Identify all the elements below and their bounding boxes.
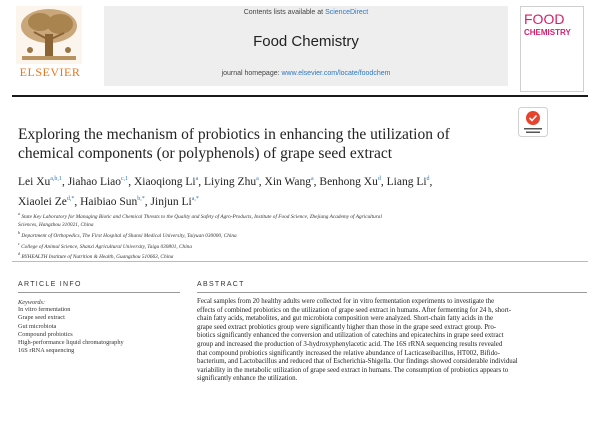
affiliation: $^c$ College of Animal Science, Shanxi Agricultural University, Taigu 030801, China bbox=[18, 240, 192, 250]
sciencedirect-link[interactable]: ScienceDirect bbox=[325, 9, 369, 16]
cover-title-chemistry: CHEMISTRY bbox=[524, 28, 571, 37]
keyword: In vitro fermentation bbox=[18, 306, 71, 313]
affiliation: $^d$ BYHEALTH Institute of Nutrition & Health, Guangzhou 510663, China bbox=[18, 251, 174, 261]
abstract-line: bacterium, and Lactobacillus and reduced that of Escherichia-Shigella. Our findings showed considerable individual bbox=[197, 358, 518, 366]
keyword: 16S rRNA sequencing bbox=[18, 347, 75, 355]
author[interactable]: Liying Zhu$^a$ bbox=[204, 175, 259, 188]
author[interactable]: Benhong Xu$^d$ bbox=[319, 175, 381, 188]
affiliation-list bbox=[18, 210, 578, 261]
abstract-line: group and increased the production of 3-hydroxyphenylacetic acid. The 16S rRNA sequencing results revealed bbox=[197, 340, 503, 348]
affiliation: $^a$ State Key Laboratory for Managing Biotic and Chemical Threats to the Quality and Safety of Agro-Products, Institute of Food Science, Zhejiang Academy of Agricultural bbox=[18, 211, 382, 220]
abstract-line: effects of combined probiotics on the utilization of grape seed extract in humans. After fermenting for 24 h, short- bbox=[197, 306, 512, 314]
author[interactable]: Xiaoqiong Li$^a$ bbox=[133, 175, 199, 188]
abstract-line: biotics significantly enhanced the conversion and utilization of catechins and epicatechins in grape seed extract bbox=[197, 332, 504, 340]
abstract-line: significantly enhance the utilization. bbox=[197, 375, 298, 383]
author[interactable]: Liang Li$^d$ bbox=[386, 175, 430, 188]
header-divider bbox=[12, 95, 588, 97]
article-info-rule bbox=[18, 292, 180, 293]
check-for-updates-badge-icon[interactable] bbox=[518, 107, 548, 137]
abstract-body bbox=[197, 298, 589, 384]
abstract-line: variability in the metabolic utilization of grape seed extract in humans. The consumption of probiotics appears to bbox=[197, 366, 509, 374]
article-title: Exploring the mechanism of probiotics in enhancing the utilization of chemical components (or polyphenols) of grape seed extract bbox=[18, 126, 450, 162]
author[interactable]: Jiahao Liao$^{c,1}$ bbox=[67, 175, 129, 188]
keyword: Grape seed extract bbox=[18, 314, 65, 322]
author-list: Lei Xu$^{a,b,1}$, Jiahao Liao$^{c,1}$, Xiaoqiong Li$^a$, Liying Zhu$^a$, Xin Wang$^a$, Benhong Xu$^d$, Liang Li$^d$, Xiaolei $Ze^{d,*}$, Haibiao Sun$^{b,*}$, Jinjun $Li^{a,*}$ bbox=[18, 175, 433, 208]
keyword-list bbox=[18, 306, 178, 356]
keywords-label: Keywords: bbox=[18, 299, 46, 306]
section-divider bbox=[12, 261, 588, 262]
keyword: High-performance liquid chromatography bbox=[18, 339, 124, 347]
article-info-heading: ARTICLE INFO bbox=[18, 281, 82, 288]
journal-name[interactable]: Food Chemistry bbox=[253, 33, 359, 50]
journal-homepage-line bbox=[104, 70, 508, 77]
affiliation: Sciences, Hangzhou 310021, China bbox=[18, 221, 94, 228]
affiliation: $^b$ Department of Orthopedics, The First Hospital of Shanxi Medical University, Taiyuan 030000, China bbox=[18, 229, 237, 239]
keyword: Gut microbiota bbox=[18, 322, 57, 330]
abstract-line: that compound probiotics significantly increased the relative abundance of Lacticaseibacillus, HT002, Bifido- bbox=[197, 349, 500, 357]
author[interactable]: Xiaolei $Ze^{d,*}$ bbox=[18, 195, 75, 208]
contents-availability-line bbox=[104, 9, 508, 16]
contents-prefix: Contents lists available at bbox=[243, 9, 326, 16]
cover-title-food: FOOD bbox=[524, 11, 565, 27]
elsevier-tree-logo-icon bbox=[16, 6, 82, 64]
author[interactable]: Lei Xu$^{a,b,1}$ bbox=[18, 175, 62, 188]
abstract-line: chain fatty acids, metabolites, and gut microbiota composition were analyzed. Short-chain fatty acids in the bbox=[197, 315, 494, 323]
author[interactable]: Jinjun $Li^{a,*}$ bbox=[150, 195, 199, 208]
author[interactable]: Haibiao Sun$^{b,*}$ bbox=[80, 195, 145, 208]
journal-homepage-link[interactable]: www.elsevier.com/locate/foodchem bbox=[281, 70, 391, 77]
homepage-prefix: journal homepage: bbox=[221, 70, 282, 77]
keyword: Compound probiotics bbox=[18, 330, 73, 338]
elsevier-wordmark[interactable]: ELSEVIER bbox=[19, 65, 81, 79]
abstract-line: grape seed extract probiotics group were significantly higher than those in the grape seed extract group. Pro- bbox=[197, 323, 497, 331]
abstract-heading: ABSTRACT bbox=[197, 281, 245, 288]
abstract-rule bbox=[197, 292, 587, 293]
author[interactable]: Xin Wang$^a$ bbox=[264, 175, 314, 188]
abstract-line: Fecal samples from 20 healthy adults were collected for in vitro fermentation experiments to investigate the bbox=[197, 298, 495, 305]
